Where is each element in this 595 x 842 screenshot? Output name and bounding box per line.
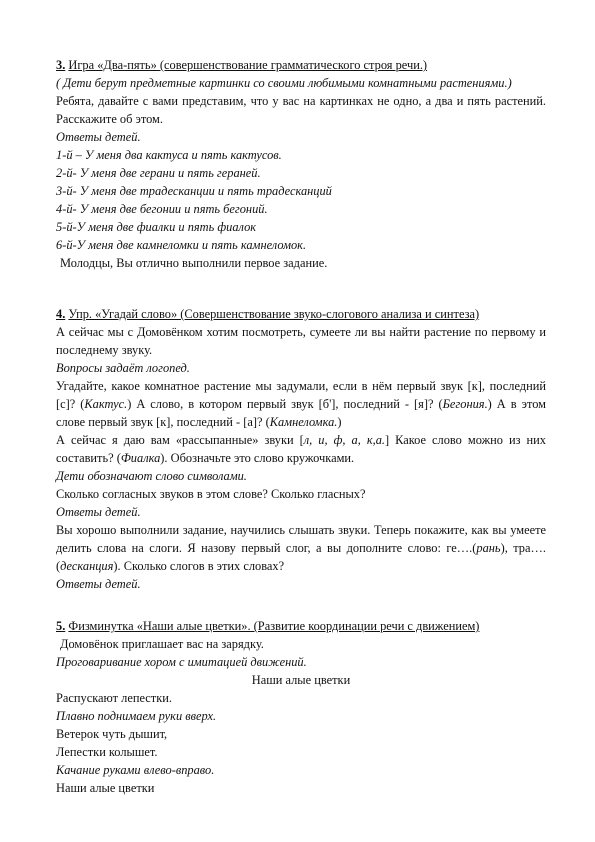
answer-line: 4-й- У меня две бегонии и пять бегоний. xyxy=(56,202,268,216)
section-4-answers-label-2: Ответы детей. xyxy=(56,577,141,591)
answer-line: 1-й – У меня два кактуса и пять кактусов. xyxy=(56,148,282,162)
poem-line: Распускают лепестки. xyxy=(56,691,172,705)
section-gap xyxy=(56,593,546,617)
poem-line: Наши алые цветки xyxy=(56,781,155,795)
section-4-questions-label: Вопросы задаёт логопед. xyxy=(56,361,190,375)
section-4-question: Сколько согласных звуков в этом слове? Сколько гласных? xyxy=(56,487,366,501)
poem-line: Лепестки колышет. xyxy=(56,745,158,759)
riddle-answer: Кактус. xyxy=(84,397,128,411)
section-5-heading xyxy=(56,617,546,635)
section-3-intro: Ребята, давайте с вами представим, что у вас на картинках не одно, а два и пять растений. Расскажите об этом. xyxy=(56,94,546,126)
sounds-letters: л, и, ф, а, к,а. xyxy=(303,433,386,447)
riddle-text: ) А слово, в котором первый звук [б'], последний - [я]? ( xyxy=(127,397,443,411)
section-4-number: 4. xyxy=(56,307,66,321)
answer-line: 5-й-У меня две фиалки и пять фиалок xyxy=(56,220,257,234)
section-3-note: ( Дети берут предметные картинки со своими любимыми комнатными растениями.) xyxy=(56,76,512,90)
riddle-answer: Бегония. xyxy=(442,397,488,411)
poem-line: Плавно поднимаем руки вверх. xyxy=(56,709,217,723)
section-4-symbols-note: Дети обозначают слово символами. xyxy=(56,469,247,483)
section-5-title: Физминутка «Наши алые цветки». (Развитие координации речи с движением) xyxy=(68,619,480,633)
sounds-text: А сейчас я даю вам «рассыпанные» звуки [ xyxy=(56,433,304,447)
answer-line: 2-й- У меня две герани и пять гераней. xyxy=(56,166,261,180)
syllables-text: ), тра….( xyxy=(56,541,546,573)
syllables-answer: рань xyxy=(476,541,501,555)
section-3-praise: Молодцы, Вы отлично выполнили первое задание. xyxy=(60,256,328,270)
section-3-number: 3. xyxy=(56,58,66,72)
riddle-text: ) xyxy=(337,415,342,429)
sounds-answer: Фиалка xyxy=(120,451,161,465)
section-4-scattered-sounds xyxy=(56,431,546,467)
syllables-text: Вы хорошо выполнили задание, научились слышать звуки. Теперь покажите, как вы умеете делить слова на слоги. Я назову первый слог, а вы дополните слово: ге….( xyxy=(56,523,546,555)
poem-line: Ветерок чуть дышит, xyxy=(56,727,168,741)
section-5-invite: Домовёнок приглашает вас на зарядку. xyxy=(60,637,264,651)
section-4-syllables xyxy=(56,521,546,575)
section-3-heading xyxy=(56,56,546,74)
section-5-number: 5. xyxy=(56,619,66,633)
section-3-title: Игра «Два-пять» (совершенствование грамматического строя речи.) xyxy=(68,58,428,72)
section-4-heading xyxy=(56,305,546,323)
answer-line: 3-й- У меня две традесканции и пять традесканций xyxy=(56,184,332,198)
riddle-text: ) А в этом слове первый звук [к], последний - [а]? ( xyxy=(56,397,546,429)
sounds-text: ). Обозначьте это слово кружочками. xyxy=(160,451,355,465)
section-5-chorus-note: Проговаривание хором с имитацией движений. xyxy=(56,655,307,669)
document-page xyxy=(56,56,546,797)
riddle-text: Угадайте, какое комнатное растение мы задумали, если в нём первый звук [к], последний [с]? ( xyxy=(56,379,546,411)
section-gap xyxy=(56,272,546,305)
section-4-title: Упр. «Угадай слово» (Совершенствование звуко-слогового анализа и синтеза) xyxy=(68,307,480,321)
poem-title: Наши алые цветки xyxy=(251,673,351,687)
syllables-text: ). Сколько слогов в этих словах? xyxy=(113,559,285,573)
riddle-answer: Камнеломка. xyxy=(269,415,338,429)
section-4-riddle xyxy=(56,377,546,431)
section-4-intro: А сейчас мы с Домовёнком хотим посмотреть, сумеете ли вы найти растение по первому и последнему звуку. xyxy=(56,325,546,357)
section-3-answers-label: Ответы детей. xyxy=(56,130,141,144)
answer-line: 6-й-У меня две камнеломки и пять камнеломок. xyxy=(56,238,307,252)
sounds-text: ] Какое слово можно из них составить? ( xyxy=(56,433,546,465)
syllables-answer: десканция xyxy=(60,559,114,573)
section-4-answers-label: Ответы детей. xyxy=(56,505,141,519)
poem-line: Качание руками влево-вправо. xyxy=(56,763,215,777)
